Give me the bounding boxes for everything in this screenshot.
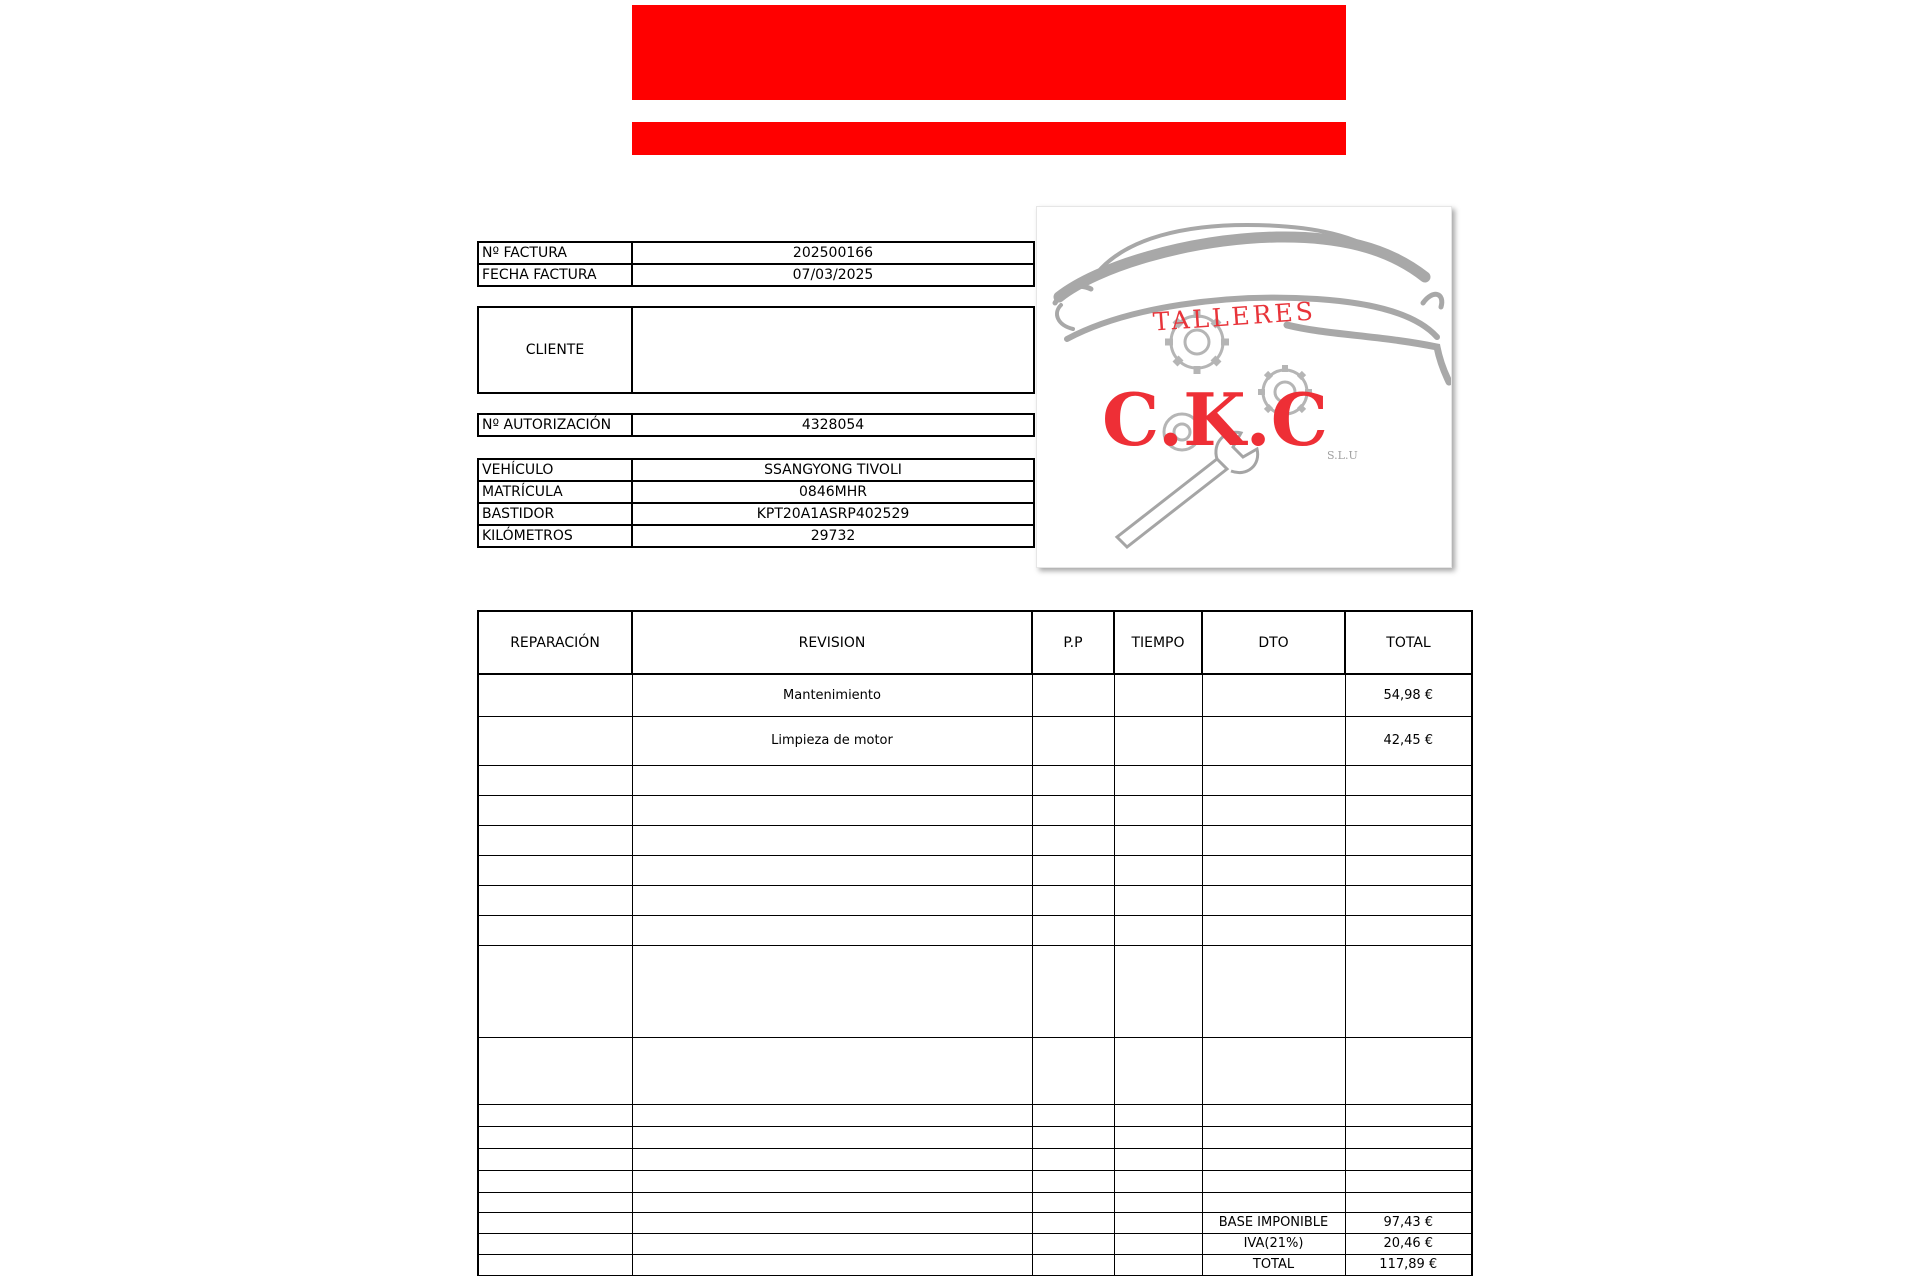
table-row-empty (478, 1170, 1472, 1192)
base-imponible-label: BASE IMPONIBLE (1202, 1212, 1345, 1233)
invoice-date-label: FECHA FACTURA (478, 264, 632, 286)
col-header-dto: DTO (1202, 611, 1345, 674)
col-header-total: TOTAL (1345, 611, 1472, 674)
header-band-bottom (632, 122, 1346, 155)
vehicle-model-label: VEHÍCULO (478, 459, 632, 481)
grand-total-value: 117,89 € (1345, 1254, 1472, 1275)
table-row-empty (478, 945, 1472, 1037)
authorization-label: Nº AUTORIZACIÓN (478, 414, 632, 436)
client-table (477, 306, 1035, 394)
table-row-empty (478, 795, 1472, 825)
row-tiempo (1114, 716, 1202, 765)
grand-total-label: TOTAL (1202, 1254, 1345, 1275)
table-row-empty (478, 1037, 1472, 1104)
table-row-empty (478, 855, 1472, 885)
table-row-empty (478, 1148, 1472, 1170)
vehicle-km-label: KILÓMETROS (478, 525, 632, 547)
invoice-info-table (477, 241, 1035, 287)
logo-suffix-text: S.L.U (1327, 449, 1358, 462)
row-reparacion (478, 674, 632, 716)
totals-row-iva (478, 1233, 1472, 1254)
table-row-empty (478, 885, 1472, 915)
row-dto (1202, 716, 1345, 765)
client-value (632, 307, 1034, 393)
row-pp (1032, 674, 1114, 716)
totals-row-base (478, 1212, 1472, 1233)
table-row (478, 716, 1472, 765)
vehicle-vin-value: KPT20A1ASRP402529 (632, 503, 1034, 525)
vehicle-plate-value: 0846MHR (632, 481, 1034, 503)
row-tiempo (1114, 674, 1202, 716)
base-imponible-value: 97,43 € (1345, 1212, 1472, 1233)
table-row-empty (478, 825, 1472, 855)
iva-value: 20,46 € (1345, 1233, 1472, 1254)
table-row-empty (478, 1104, 1472, 1126)
row-revision: Limpieza de motor (632, 716, 1032, 765)
authorization-table (477, 413, 1035, 437)
col-header-reparacion: REPARACIÓN (478, 611, 632, 674)
row-revision: Mantenimiento (632, 674, 1032, 716)
col-header-pp: P.P (1032, 611, 1114, 674)
row-total: 42,45 € (1345, 716, 1472, 765)
vehicle-plate-label: MATRÍCULA (478, 481, 632, 503)
row-reparacion (478, 716, 632, 765)
logo-main-text: C.K.C (1101, 377, 1329, 462)
logo-top-text: TALLERES (1152, 296, 1317, 337)
row-pp (1032, 716, 1114, 765)
table-row-empty (478, 765, 1472, 795)
client-label: CLIENTE (478, 307, 632, 393)
row-dto (1202, 674, 1345, 716)
invoice-number-value: 202500166 (632, 242, 1034, 264)
totals-row-total (478, 1254, 1472, 1275)
table-row-empty (478, 915, 1472, 945)
table-row (478, 674, 1472, 716)
header-band-top (632, 5, 1346, 100)
table-row-empty (478, 1126, 1472, 1148)
vehicle-km-value: 29732 (632, 525, 1034, 547)
vehicle-vin-label: BASTIDOR (478, 503, 632, 525)
col-header-tiempo: TIEMPO (1114, 611, 1202, 674)
authorization-value: 4328054 (632, 414, 1034, 436)
iva-label: IVA(21%) (1202, 1233, 1345, 1254)
vehicle-table (477, 458, 1035, 548)
row-total: 54,98 € (1345, 674, 1472, 716)
invoice-number-label: Nº FACTURA (478, 242, 632, 264)
col-header-revision: REVISION (632, 611, 1032, 674)
vehicle-model-value: SSANGYONG TIVOLI (632, 459, 1034, 481)
table-row-empty (478, 1192, 1472, 1212)
items-table (477, 610, 1473, 1276)
company-logo (1036, 206, 1452, 568)
invoice-date-value: 07/03/2025 (632, 264, 1034, 286)
